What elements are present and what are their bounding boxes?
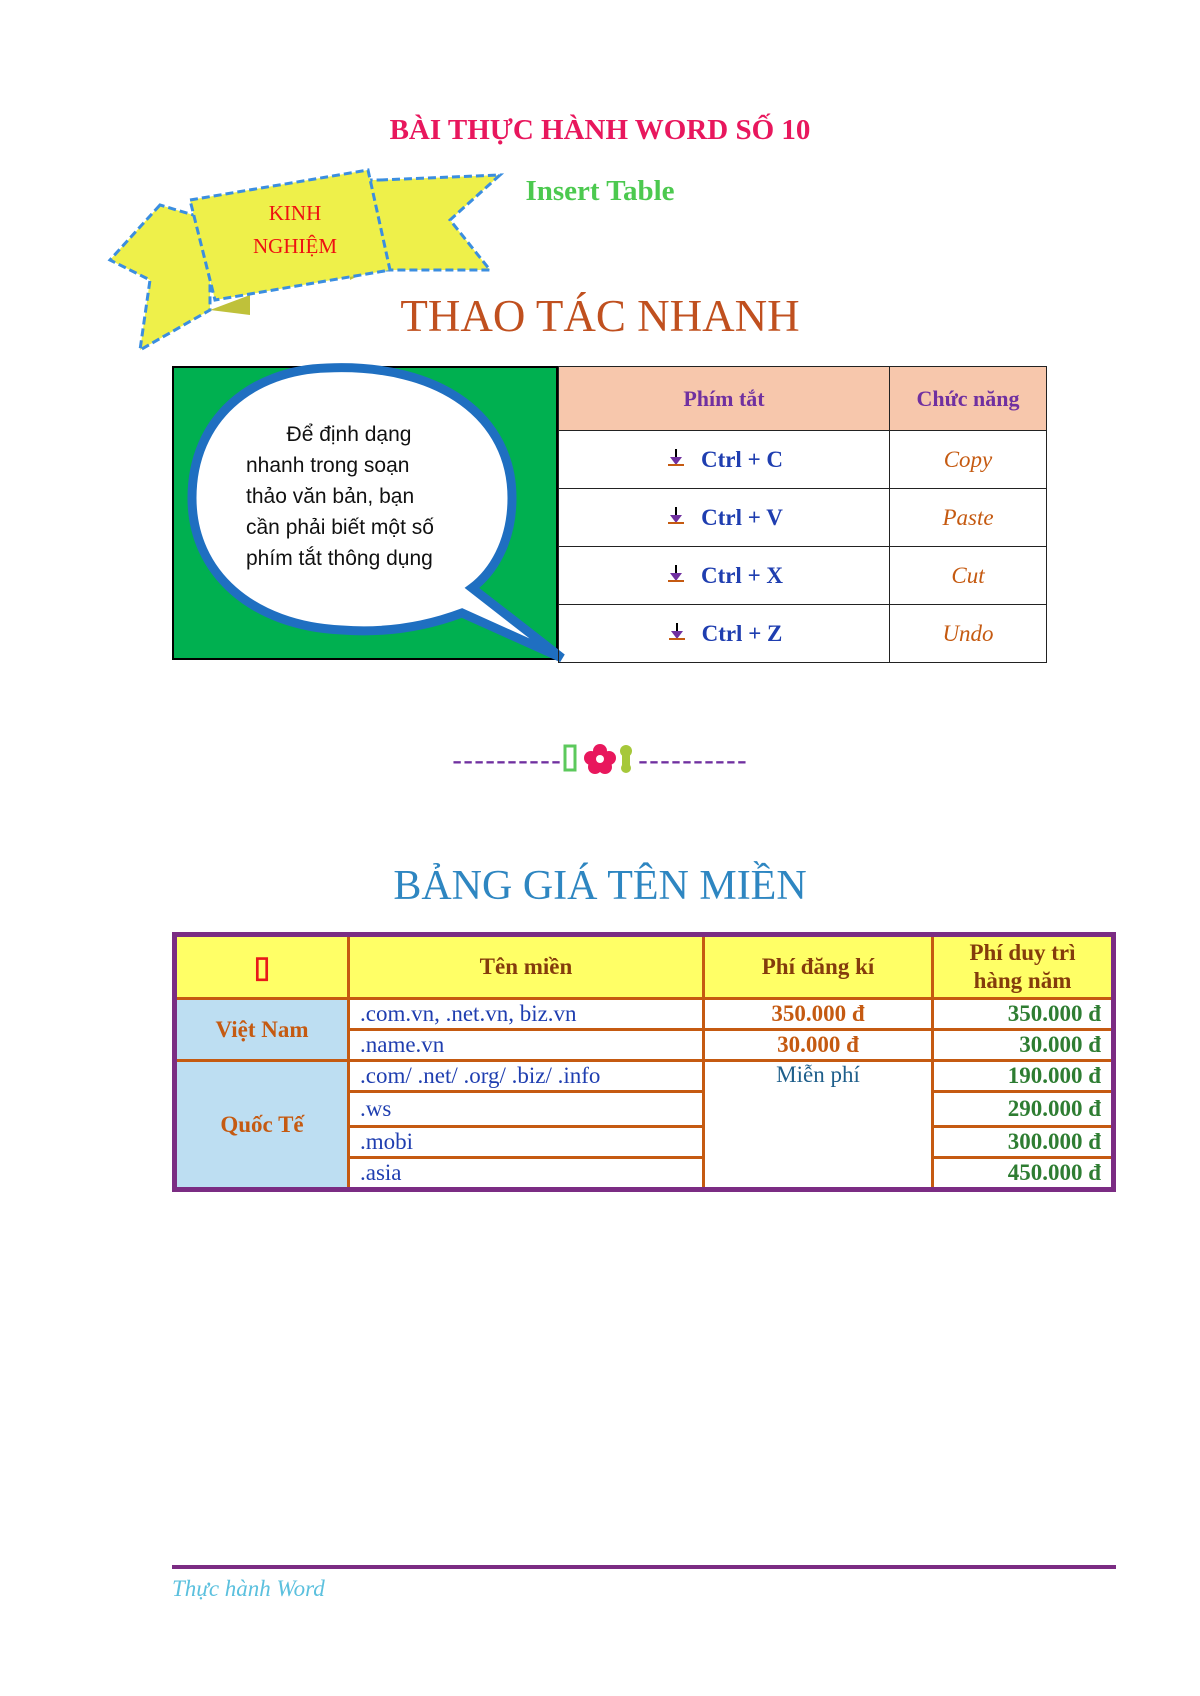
table-row — [175, 999, 1114, 1030]
table-row — [559, 547, 1047, 605]
table-row — [559, 489, 1047, 547]
col-header-domain: Tên miền — [349, 935, 704, 999]
banner-label — [215, 197, 375, 263]
shortcut-key: Ctrl + X — [700, 562, 784, 588]
bubble-line: phím tắt thông dụng — [246, 547, 433, 570]
arrow-bullet-icon — [665, 505, 687, 531]
divider-dashes-right: ---------- — [638, 743, 748, 777]
flower-ornament-icon — [562, 740, 638, 784]
document-subtitle: Insert Table — [525, 175, 675, 207]
domain-name: .ws — [349, 1092, 704, 1127]
table-header-row — [559, 367, 1047, 431]
shortcut-function: Undo — [890, 605, 1047, 663]
domain-price-table — [172, 932, 1116, 1192]
renew-fee: 290.000 đ — [933, 1092, 1114, 1127]
banner-line1: KINH — [268, 201, 322, 225]
shortcut-key: Ctrl + V — [701, 504, 783, 530]
renew-fee: 30.000 đ — [933, 1030, 1114, 1061]
bubble-line: nhanh trong soạn — [246, 454, 410, 477]
table-corner-icon: ▯ — [175, 935, 349, 999]
bubble-line: Để định dạng — [286, 423, 412, 446]
shortcut-key: Ctrl + C — [700, 446, 784, 472]
footer-text: Thực hành Word — [172, 1576, 325, 1601]
arrow-bullet-icon — [665, 563, 687, 589]
bubble-line: cần phải biết một số — [246, 516, 434, 539]
divider-dashes-left: ---------- — [452, 743, 562, 777]
shortcut-table — [558, 366, 1047, 663]
domain-name: .com/ .net/ .org/ .biz/ .info — [349, 1061, 704, 1092]
domain-name: .mobi — [349, 1127, 704, 1158]
renew-fee: 190.000 đ — [933, 1061, 1114, 1092]
ornament-divider — [0, 740, 1200, 784]
table-row — [175, 1061, 1114, 1092]
bubble-line: thảo văn bản, bạn — [246, 485, 415, 508]
region-vietnam: Việt Nam — [175, 999, 349, 1061]
shortcut-function: Copy — [890, 431, 1047, 489]
free-registration: Miễn phí — [704, 1061, 933, 1190]
shortcut-key: Ctrl + Z — [701, 620, 783, 646]
shortcut-function: Paste — [890, 489, 1047, 547]
table-row — [559, 431, 1047, 489]
col-header-function: Chức năng — [890, 367, 1047, 431]
renew-fee: 300.000 đ — [933, 1127, 1114, 1158]
bubble-text — [244, 419, 454, 574]
shortcut-section — [172, 366, 1047, 660]
renew-header-line1: Phí duy trì — [969, 940, 1076, 965]
domain-name: .asia — [349, 1158, 704, 1190]
col-header-renew-fee — [933, 935, 1114, 999]
table-row — [559, 605, 1047, 663]
region-international: Quốc Tế — [175, 1061, 349, 1190]
reg-fee: 30.000 đ — [704, 1030, 933, 1061]
section1-title: THAO TÁC NHANH — [400, 291, 800, 341]
table-header-row — [175, 935, 1114, 999]
reg-fee: 350.000 đ — [704, 999, 933, 1030]
col-header-shortcut: Phím tắt — [559, 367, 890, 431]
section2-title: BẢNG GIÁ TÊN MIỀN — [393, 863, 807, 909]
arrow-bullet-icon — [665, 447, 687, 473]
renew-header-line2: hàng năm — [973, 968, 1072, 993]
domain-name: .com.vn, .net.vn, biz.vn — [349, 999, 704, 1030]
document-title: BÀI THỰC HÀNH WORD SỐ 10 — [389, 114, 811, 146]
renew-fee: 350.000 đ — [933, 999, 1114, 1030]
col-header-reg-fee: Phí đăng kí — [704, 935, 933, 999]
domain-name: .name.vn — [349, 1030, 704, 1061]
arrow-bullet-icon — [666, 621, 688, 647]
shortcut-function: Cut — [890, 547, 1047, 605]
banner-line2: NGHIỆM — [253, 234, 337, 258]
renew-fee: 450.000 đ — [933, 1158, 1114, 1190]
footer-divider — [172, 1565, 1116, 1569]
